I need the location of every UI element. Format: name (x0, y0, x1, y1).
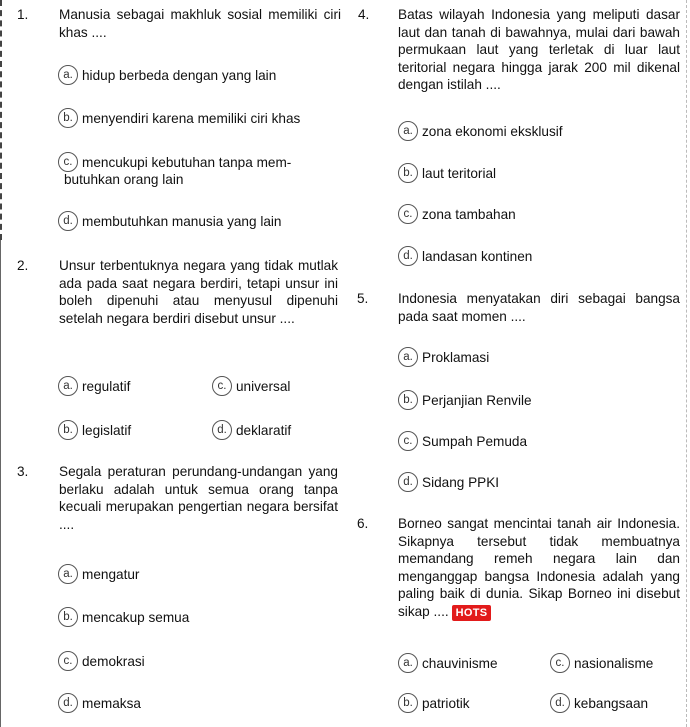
option-text-line-1: mencukupi kebutuhan tanpa mem- (82, 155, 292, 170)
question-number: 4. (358, 7, 370, 22)
option-text: patriotik (422, 695, 470, 711)
option-text: mengatur (82, 566, 140, 582)
option-b[interactable] (58, 606, 189, 628)
option-d[interactable] (58, 692, 141, 714)
option-d[interactable] (212, 419, 291, 441)
question-number: 5. (357, 291, 369, 306)
option-letter: d. (212, 420, 232, 440)
option-b[interactable] (398, 692, 470, 714)
option-text: legislatif (82, 422, 132, 438)
option-letter: d. (398, 246, 418, 266)
option-letter: c. (398, 431, 418, 451)
option-text: menyendiri karena memiliki ciri khas (82, 110, 301, 126)
option-d[interactable] (398, 471, 499, 493)
option-c[interactable] (550, 652, 653, 674)
option-letter: c. (58, 152, 78, 172)
option-letter: c. (550, 653, 570, 673)
option-letter: a. (398, 347, 418, 367)
option-a[interactable] (398, 346, 489, 368)
option-c[interactable] (58, 152, 338, 188)
option-d[interactable] (58, 210, 282, 232)
option-text: nasionalisme (574, 655, 654, 671)
option-letter: c. (398, 204, 418, 224)
option-text: Sumpah Pemuda (422, 433, 528, 449)
question-text: Batas wilayah Indonesia yang meliputi dasar laut dan tanah di bawahnya, mulai dari bawah permukaan laut yang terletak di luar laut teritorial negara hingga jarak 200 mil dikenal dengan istilah .... (398, 7, 680, 93)
option-letter: b. (58, 108, 78, 128)
question-number: 3. (17, 464, 29, 479)
option-text: Perjanjian Renvile (422, 392, 532, 408)
option-text: Proklamasi (422, 349, 490, 365)
option-letter: c. (58, 651, 78, 671)
option-c[interactable] (398, 430, 527, 452)
question-number: 1. (17, 7, 29, 22)
option-letter: a. (58, 564, 78, 584)
hots-badge: HOTS (452, 605, 492, 621)
margin-rule (0, 240, 1, 727)
option-text: deklaratif (236, 422, 292, 438)
question-number: 2. (17, 258, 29, 273)
option-b[interactable] (58, 107, 300, 129)
option-letter: a. (58, 65, 78, 85)
question-text: Indonesia menyatakan diri sebagai bangsa pada saat momen .... (398, 291, 680, 324)
option-text: mencakup semua (82, 609, 190, 625)
option-letter: d. (398, 472, 418, 492)
option-letter: a. (58, 376, 78, 396)
option-text: zona ekonomi eksklusif (422, 123, 563, 139)
right-edge-rule (686, 0, 687, 727)
option-letter: a. (398, 121, 418, 141)
option-text-line-2: butuhkan orang lain (64, 172, 184, 187)
option-letter: b. (58, 607, 78, 627)
option-text: chauvinisme (422, 655, 498, 671)
option-text: membutuhkan manusia yang lain (82, 213, 282, 229)
option-letter: b. (58, 420, 78, 440)
option-d[interactable] (398, 245, 532, 267)
question-text: Unsur terbentuknya negara yang tidak mutlak ada pada saat negara berdiri, tetapi unsur ini boleh dipenuhi atau menyusul dipenuhi setelah negara berdiri disebut unsur .... (59, 258, 338, 326)
option-text: zona tambahan (422, 206, 516, 222)
option-letter: d. (550, 693, 570, 713)
option-text: memaksa (82, 695, 141, 711)
option-letter: b. (398, 693, 418, 713)
question-number: 6. (357, 516, 369, 531)
option-a[interactable] (58, 563, 139, 585)
dashed-margin-rule (0, 0, 2, 240)
option-c[interactable] (212, 375, 290, 397)
option-text: hidup berbeda dengan yang lain (82, 67, 277, 83)
option-text: regulatif (82, 378, 131, 394)
question-text-body: Borneo sangat mencintai tanah air Indonesia. Sikapnya tersebut tidak membuatnya memandang remeh negara lain dan menganggap bangsa Indonesia adalah yang paling baik di dunia. Sikap Borneo ini disebut sikap .... (398, 516, 680, 619)
option-a[interactable] (398, 652, 498, 674)
option-letter: b. (398, 163, 418, 183)
option-text: demokrasi (82, 653, 145, 669)
option-a[interactable] (58, 375, 130, 397)
option-letter: a. (398, 653, 418, 673)
option-letter: b. (398, 390, 418, 410)
option-c[interactable] (398, 203, 516, 225)
option-a[interactable] (58, 64, 276, 86)
question-text (398, 515, 680, 621)
option-text: universal (236, 378, 291, 394)
option-a[interactable] (398, 120, 563, 142)
option-text: laut teritorial (422, 165, 497, 181)
option-letter: c. (212, 376, 232, 396)
option-letter: d. (58, 211, 78, 231)
option-b[interactable] (398, 162, 496, 184)
question-text: Segala peraturan perundang-undangan yang berlaku adalah untuk semua orang tanpa kecuali merupakan pengertian negara bersifat .... (59, 464, 338, 532)
option-text: Sidang PPKI (422, 474, 500, 490)
option-c[interactable] (58, 650, 145, 672)
option-b[interactable] (58, 419, 131, 441)
option-d[interactable] (550, 692, 648, 714)
option-text: landasan kontinen (422, 248, 533, 264)
option-b[interactable] (398, 389, 532, 411)
question-text: Manusia sebagai makhluk sosial memiliki ciri khas .... (59, 7, 341, 40)
option-text: kebangsaan (574, 695, 649, 711)
option-letter: d. (58, 693, 78, 713)
